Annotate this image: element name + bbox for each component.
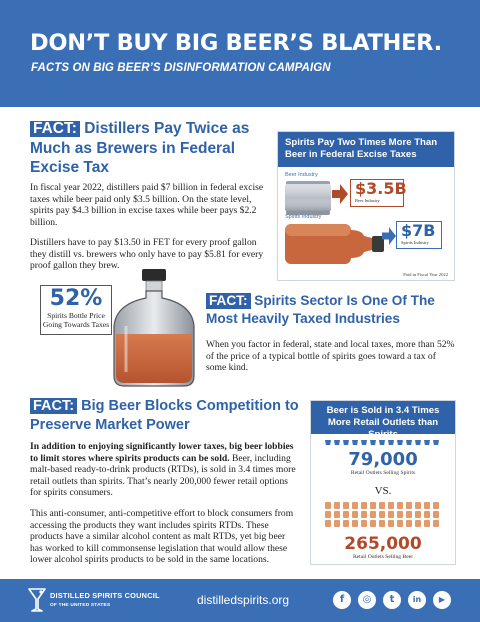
spirits-arrow-icon (382, 227, 396, 245)
beer-mug-icon (370, 520, 376, 527)
tax-percent-caption-line2: Going Towards Taxes (42, 320, 110, 329)
beer-tax-sub: Beer Industry (355, 198, 380, 203)
beer-mug-icon (334, 511, 340, 518)
instagram-icon[interactable]: ◎ (358, 591, 376, 609)
beer-mugs-grid (325, 502, 439, 527)
glass-icon (370, 440, 376, 445)
beer-can-icon (284, 179, 332, 217)
spirits-bottle-graphic (108, 268, 200, 388)
beer-mug-icon (397, 502, 403, 509)
beer-mug-icon (325, 520, 331, 527)
section3-bold-lead: In addition to enjoying significantly lower taxes, big beer lobbies to limit stores where spirits products can be sold. (30, 441, 294, 464)
beer-mug-icon (424, 511, 430, 518)
beer-mug-icon (424, 520, 430, 527)
beer-tax-value: $3.5B (355, 179, 407, 198)
tax-chart-title: Spirits Pay Two Times More Than Beer in Federal Excise Taxes (278, 132, 454, 167)
beer-mug-icon (379, 502, 385, 509)
beer-mug-icon (361, 511, 367, 518)
glass-icon (352, 440, 358, 445)
section2-heading-line2: Most Heavily Taxed Industries (206, 311, 400, 326)
page-header (0, 0, 480, 107)
glass-icon (406, 440, 412, 445)
fact-badge: FACT: (30, 398, 77, 414)
spirits-tax-sub: Spirits Industry (401, 240, 429, 245)
section2-paragraph: When you factor in federal, state and local taxes, more than 52% of the price of a typical bottle of spirits goes toward a tax of some kind. (206, 339, 455, 374)
glass-icon (415, 440, 421, 445)
beer-mug-icon (370, 502, 376, 509)
glass-icon (361, 440, 367, 445)
section1-paragraph-1: In fiscal year 2022, distillers paid $7 billion in federal excise taxes while beer paid only $3.5 billion. On the state level, spirits pay $4.3 billion in excise taxes while beer pays $2.2 billion. (30, 182, 264, 228)
spirits-outlets-value: 79,000 (348, 449, 418, 470)
beer-mug-icon (424, 502, 430, 509)
glass-icon (334, 440, 340, 445)
page-title: DON’T BUY BIG BEER’S BLATHER. (30, 30, 442, 56)
glass-icon (325, 440, 331, 445)
beer-mug-icon (343, 520, 349, 527)
section3-heading (30, 397, 300, 434)
tax-comparison-chart (277, 131, 455, 281)
beer-mug-icon (433, 520, 439, 527)
fact-badge: FACT: (30, 121, 80, 137)
section3-paragraph-1 (30, 441, 300, 499)
spirits-outlets-caption: Retail Outlets Selling Spirits (350, 470, 416, 476)
footer-org-line2: OF THE UNITED STATES (50, 603, 111, 608)
section2-heading-line1: Spirits Sector Is One Of The (254, 293, 435, 308)
beer-mug-icon (379, 520, 385, 527)
section2-heading (206, 292, 456, 328)
beer-mug-icon (325, 502, 331, 509)
tax-chart-caption: Paid in Fiscal Year 2022 (403, 272, 448, 277)
footer-org-line1: DISTILLED SPIRITS COUNCIL (50, 591, 160, 600)
beer-mug-icon (361, 502, 367, 509)
beer-industry-label: Beer Industry (285, 172, 318, 178)
beer-mug-icon (361, 520, 367, 527)
beer-mug-icon (397, 520, 403, 527)
beer-mug-icon (433, 502, 439, 509)
tax-percent-box (40, 285, 112, 335)
beer-mug-icon (388, 502, 394, 509)
page-subtitle: FACTS ON BIG BEER’S DISINFORMATION CAMPAIGN (31, 62, 331, 74)
glass-icon (379, 440, 385, 445)
beer-mug-icon (406, 520, 412, 527)
spirits-bottle-icon (284, 220, 386, 266)
facebook-icon[interactable]: f (333, 591, 351, 609)
beer-mug-icon (370, 511, 376, 518)
beer-mug-icon (352, 511, 358, 518)
page-footer (0, 579, 480, 622)
beer-outlets-caption: Retail Outlets Selling Beer (352, 554, 414, 560)
spirits-tax-value: $7B (401, 221, 436, 240)
glass-icon (397, 440, 403, 445)
vs-label: VS. (374, 485, 392, 497)
footer-org-name (50, 592, 160, 610)
beer-mug-icon (406, 511, 412, 518)
beer-mug-icon (397, 511, 403, 518)
section1-heading-line3: Excise Tax (30, 159, 109, 176)
glass-icon (433, 440, 439, 445)
footer-website-link[interactable]: distilledspirits.org (197, 593, 290, 607)
section1-heading-line2: Much as Brewers in Federal (30, 139, 236, 157)
beer-mug-icon (406, 502, 412, 509)
glass-icon (424, 440, 430, 445)
beer-tax-value-box (350, 179, 407, 207)
youtube-icon[interactable]: ▶ (433, 591, 451, 609)
section1-paragraph-2: Distillers have to pay $13.50 in FET for every proof gallon they distill vs. brewers who only have to pay $5.81 for every proof gallon they brew. (30, 237, 264, 272)
section1-heading-line1: Distillers Pay Twice as (84, 120, 250, 137)
retail-outlets-chart (310, 400, 456, 565)
spirits-tax-value-box (396, 221, 442, 249)
beer-mug-icon (415, 520, 421, 527)
section3-paragraph-1-rest: Beer, including malt-based ready-to-drink products (RTDs), is sold in 3.4 times more retail outlets than spirits. That’s nearly 200,000 fewer retail options for spirits consumers. (30, 452, 296, 499)
beer-mug-icon (334, 520, 340, 527)
section3-heading-line1: Big Beer Blocks Competition to (81, 398, 299, 414)
beer-arrow-icon (332, 184, 348, 204)
beer-mug-icon (334, 502, 340, 509)
beer-outlets-value: 265,000 (344, 534, 422, 554)
spirits-glasses-grid (325, 440, 439, 445)
beer-mug-icon (415, 502, 421, 509)
beer-mug-icon (388, 520, 394, 527)
beer-mug-icon (388, 511, 394, 518)
martini-glass-logo-icon (28, 587, 46, 613)
section1-heading (30, 119, 270, 178)
linkedin-icon[interactable]: in (408, 591, 426, 609)
beer-mug-icon (433, 511, 439, 518)
tax-percent-value: 52% (49, 286, 103, 311)
glass-icon (343, 440, 349, 445)
beer-mug-icon (352, 520, 358, 527)
twitter-icon[interactable]: t (383, 591, 401, 609)
beer-mug-icon (379, 511, 385, 518)
fact-badge: FACT: (206, 293, 251, 309)
outlets-chart-title: Beer is Sold in 3.4 Times More Retail Outlets than Spirits (311, 401, 455, 434)
spirits-industry-label: Spirits Industry (285, 214, 322, 220)
beer-mug-icon (415, 511, 421, 518)
beer-mug-icon (325, 511, 331, 518)
tax-percent-caption (41, 311, 111, 329)
tax-percent-caption-line1: Spirits Bottle Price (47, 311, 105, 320)
beer-mug-icon (343, 502, 349, 509)
section3-paragraph-2: This anti-consumer, anti-competitive effort to block consumers from accessing the products they want includes spirits RTDs. These products have a similar alcohol content as malt RTDs, yet big beer has worked to kill commonsense legislation that would allow these lower alcohol spirits products to be sold in the same locations. (30, 508, 294, 566)
beer-mug-icon (352, 502, 358, 509)
beer-mug-icon (343, 511, 349, 518)
glass-icon (388, 440, 394, 445)
section3-heading-line2: Preserve Market Power (30, 416, 190, 433)
